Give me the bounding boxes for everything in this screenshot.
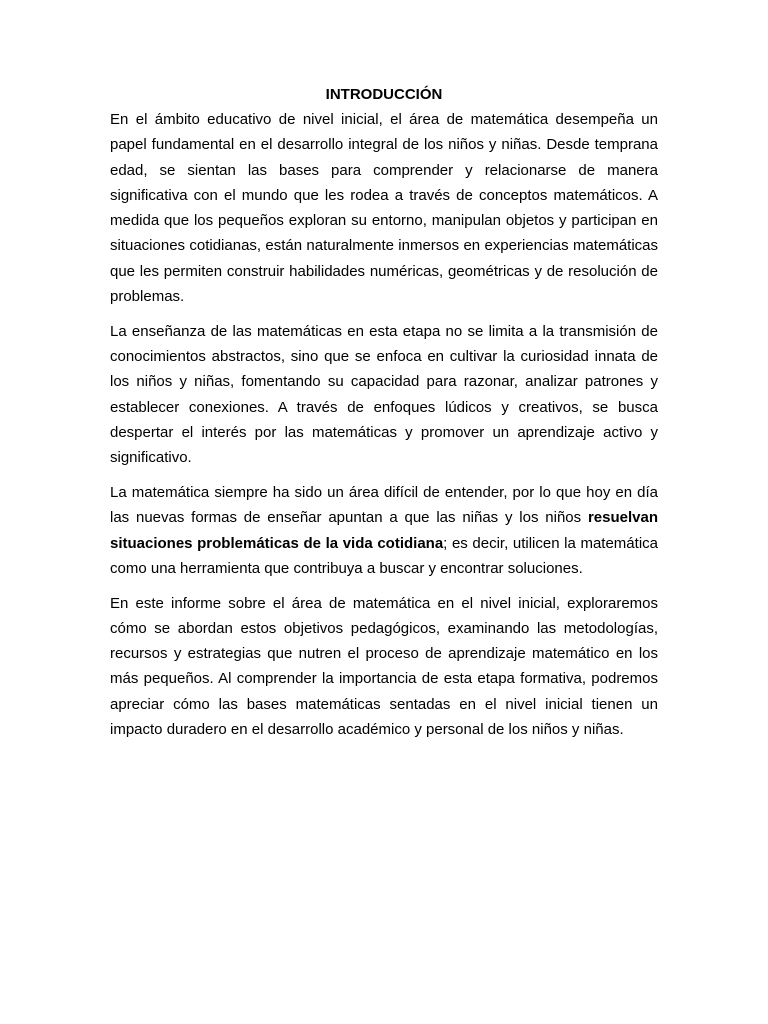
document-body bbox=[110, 82, 658, 752]
page-title: INTRODUCCIÓN bbox=[325, 86, 443, 103]
paragraph-2: La enseñanza de las matemáticas en esta etapa no se limita a la transmisión de conocimientos abstractos, sino que se enfoca en cultivar la curiosidad innata de los niños y niñas, fomentando su capacidad para razonar, analizar patrones y establecer conexiones. A través de enfoques lúdicos y creativos, se busca despertar el interés por las matemáticas y promover un aprendizaje activo y significativo. bbox=[110, 322, 658, 467]
paragraph-3-text-end: ; es decir, utilicen la matemática como una herramienta que contribuya a buscar y encontrar soluciones. bbox=[110, 534, 658, 577]
paragraph-4: En este informe sobre el área de matemática en el nivel inicial, exploraremos cómo se abordan estos objetivos pedagógicos, examinando las metodologías, recursos y estrategias que nutren el proceso de aprendizaje matemático en los más pequeños. Al comprender la importancia de esta etapa formativa, podremos apreciar cómo las bases matemáticas sentadas en el nivel inicial tienen un impacto duradero en el desarrollo académico y personal de los niños y niñas. bbox=[110, 594, 658, 738]
paragraph-3 bbox=[110, 480, 658, 581]
paragraph-3-text-start: La matemática siempre ha sido un área difícil de entender, por lo que hoy en día las nuevas formas de enseñar apuntan a que las niñas y los niños bbox=[110, 483, 658, 527]
paragraph-3-bold-phrase: resuelvan situaciones problemáticas de la vida cotidiana bbox=[110, 509, 658, 552]
paragraph-1: En el ámbito educativo de nivel inicial, el área de matemática desempeña un papel fundamental en el desarrollo integral de los niños y niñas. Desde temprana edad, se sientan las bases para comprender y relacionarse de manera significativa con el mundo que les rodea a través de conceptos matemáticos. A medida que los pequeños exploran su entorno, manipulan objetos y participan en situaciones cotidianas, están naturalmente inmersos en experiencias matemáticas que les permiten construir habilidades numéricas, geométricas y de resolución de problemas. bbox=[110, 111, 658, 306]
